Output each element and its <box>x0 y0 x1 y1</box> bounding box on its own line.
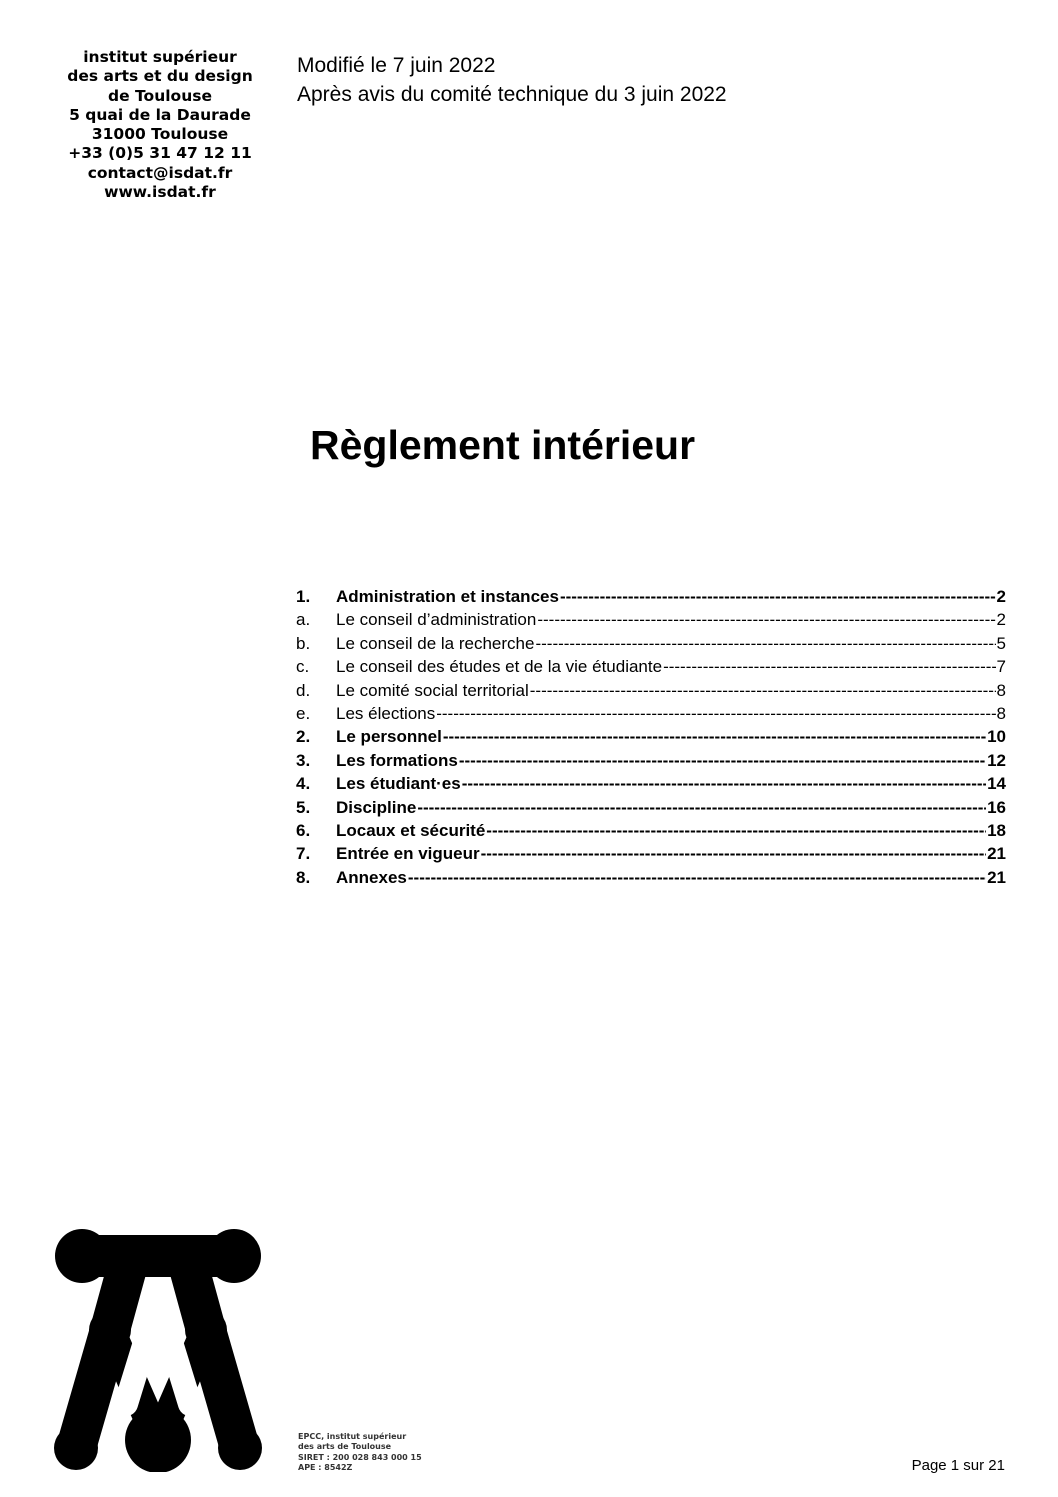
toc-entry[interactable] <box>296 608 1006 631</box>
toc-entry-page: 10 <box>987 727 1006 747</box>
toc-leader-dashes <box>436 702 995 725</box>
address-line: 31000 Toulouse <box>91 125 229 144</box>
toc-entry[interactable] <box>296 749 1006 772</box>
toc-entry-page: 18 <box>987 820 1006 840</box>
toc-leader-dashes <box>537 608 995 631</box>
toc-entry-label: Le conseil des études et de la vie étudiante <box>336 657 663 677</box>
toc-entry[interactable] <box>296 655 1006 678</box>
institution-address <box>62 48 258 202</box>
legal-line: APE : 8542Z <box>298 1463 353 1473</box>
legal-info <box>298 1432 422 1474</box>
toc-entry-page: 12 <box>987 750 1006 770</box>
document-title: Règlement intérieur <box>310 422 696 468</box>
toc-entry[interactable] <box>296 819 1006 842</box>
address-line: de Toulouse <box>108 86 212 105</box>
legal-line: des arts de Toulouse <box>298 1442 392 1452</box>
toc-leader-dashes <box>443 725 986 748</box>
toc-entry-number: 8. <box>296 867 311 887</box>
toc-entry-number: 6. <box>296 820 311 840</box>
toc-entry-page: 8 <box>996 703 1006 723</box>
toc-entry[interactable] <box>296 796 1006 819</box>
toc-entry-page: 8 <box>996 680 1006 700</box>
toc-entry-number: b. <box>296 633 311 653</box>
toc-entry[interactable] <box>296 632 1006 655</box>
toc-leader-dashes <box>462 772 986 795</box>
toc-entry-label: Le personnel <box>336 727 442 747</box>
toc-entry-page: 2 <box>996 587 1006 606</box>
toc-entry[interactable] <box>296 842 1006 865</box>
modified-date: Modifié le 7 juin 2022 <box>297 54 496 77</box>
toc-entry-label: Entrée en vigueur <box>336 844 480 864</box>
table-of-contents <box>296 585 1006 889</box>
address-line: des arts et du design <box>67 67 253 86</box>
toc-entry-label: Discipline <box>336 797 417 817</box>
toc-entry-number: a. <box>296 610 311 630</box>
toc-entry-page: 21 <box>987 867 1006 887</box>
legal-line: EPCC, institut supérieur <box>298 1432 407 1441</box>
toc-entry-page: 5 <box>996 633 1006 653</box>
toc-entry[interactable] <box>296 585 1006 608</box>
toc-leader-dashes <box>663 655 995 678</box>
toc-entry[interactable] <box>296 725 1006 748</box>
toc-entry-label: Les élections <box>336 703 436 723</box>
toc-entry-number: c. <box>296 657 310 677</box>
toc-leader-dashes <box>408 866 986 889</box>
toc-entry-number: 2. <box>296 727 311 747</box>
toc-entry[interactable] <box>296 679 1006 702</box>
address-line: 5 quai de la Daurade <box>69 105 251 124</box>
toc-entry-label: Administration et instances <box>336 587 559 606</box>
toc-entry-label: Le conseil de la recherche <box>336 633 535 653</box>
toc-entry-number: 1. <box>296 587 311 606</box>
toc-leader-dashes <box>535 632 995 655</box>
toc-entry-label: Les formations <box>336 750 458 770</box>
legal-line: SIRET : 200 028 843 000 15 <box>298 1452 422 1462</box>
address-line: www.isdat.fr <box>104 183 216 202</box>
toc-entry-page: 16 <box>987 797 1006 817</box>
toc-entry-page: 21 <box>987 844 1006 864</box>
address-line: institut supérieur <box>83 48 237 66</box>
toc-entry-label: Les étudiant·es <box>336 774 461 794</box>
toc-entry-number: d. <box>296 680 311 700</box>
toc-entry-label: Le comité social territorial <box>336 680 529 700</box>
toc-entry-label: Locaux et sécurité <box>336 820 486 840</box>
modification-note <box>297 52 727 109</box>
page-number: Page 1 sur 21 <box>911 1457 1005 1474</box>
toc-entry-label: Le conseil d’administration <box>336 610 537 630</box>
toc-leader-dashes <box>481 842 986 865</box>
toc-entry-number: 7. <box>296 844 311 864</box>
toc-entry-label: Annexes <box>336 867 407 887</box>
toc-entry-page: 7 <box>996 657 1006 677</box>
toc-entry[interactable] <box>296 702 1006 725</box>
toc-leader-dashes <box>486 819 986 842</box>
toc-leader-dashes <box>459 749 986 772</box>
committee-opinion: Après avis du comité technique du 3 juin 2022 <box>297 82 727 106</box>
toc-entry-number: e. <box>296 703 311 723</box>
toc-entry-number: 4. <box>296 774 311 794</box>
toc-entry-number: 5. <box>296 797 311 817</box>
address-line: +33 (0)5 31 47 12 11 <box>68 144 252 163</box>
toc-entry[interactable] <box>296 866 1006 889</box>
toc-leader-dashes <box>530 679 996 702</box>
isdat-logo-icon <box>52 1228 264 1472</box>
toc-leader-dashes <box>560 585 996 608</box>
address-line: contact@isdat.fr <box>87 163 233 182</box>
toc-entry-page: 2 <box>996 610 1006 630</box>
toc-entry-number: 3. <box>296 750 311 770</box>
toc-entry[interactable] <box>296 772 1006 795</box>
toc-leader-dashes <box>417 796 986 819</box>
toc-entry-page: 14 <box>987 774 1006 794</box>
